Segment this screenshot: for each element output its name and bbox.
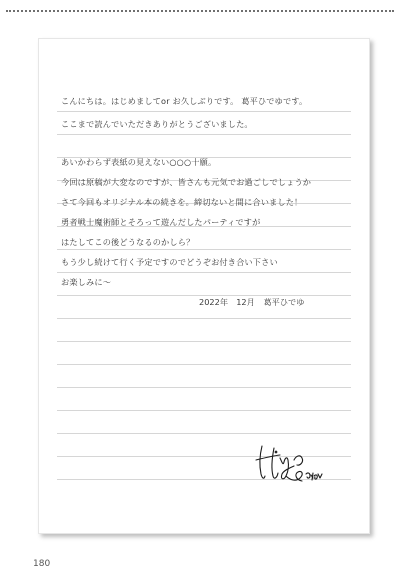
- ruled-line: [57, 364, 351, 365]
- letter-date: 2022年 12月: [199, 297, 255, 307]
- ruled-line: [57, 272, 351, 273]
- letter-line-6: さて今回もオリジナル本の続きを。締切ないと間に合いました！: [61, 197, 303, 207]
- ruled-line: [57, 295, 351, 296]
- letter-line-7: 勇者戦士魔術師とそろって遊んだしたパーティですが: [61, 217, 261, 227]
- letter-line-9: もう少し続けて行く予定ですのでどうぞお付き合い下さい: [61, 257, 278, 267]
- ruled-line: [57, 134, 351, 135]
- handwritten-signature: [250, 440, 325, 490]
- ruled-line: [57, 410, 351, 411]
- letter-line-1: こんにちは。はじめましてor お久しぶりです。 葛平ひでゆです。: [61, 96, 308, 106]
- letter-line-8: はたしてこの後どうなるのかしら？: [61, 237, 195, 247]
- letter-date-line: [199, 297, 304, 308]
- page-number: 180: [33, 559, 51, 569]
- letter-line-2: ここまで読んでいただきありがとうございました。: [61, 119, 253, 129]
- dotted-top-border: [6, 10, 394, 12]
- ruled-line: [57, 111, 351, 112]
- ruled-line: [57, 341, 351, 342]
- letter-line-5: 今回は原稿が大変なのですが、皆さんも元気でお過ごしでしょうか: [61, 177, 312, 187]
- ruled-line: [57, 433, 351, 434]
- letter-line-4: あいかわらず表紙の見えない○○○十願。: [61, 157, 217, 167]
- ruled-line: [57, 387, 351, 388]
- letter-line-10: お楽しみに～: [61, 277, 112, 287]
- ruled-line: [57, 249, 351, 250]
- letter-author: 葛平ひでゆ: [263, 297, 305, 307]
- ruled-line: [57, 318, 351, 319]
